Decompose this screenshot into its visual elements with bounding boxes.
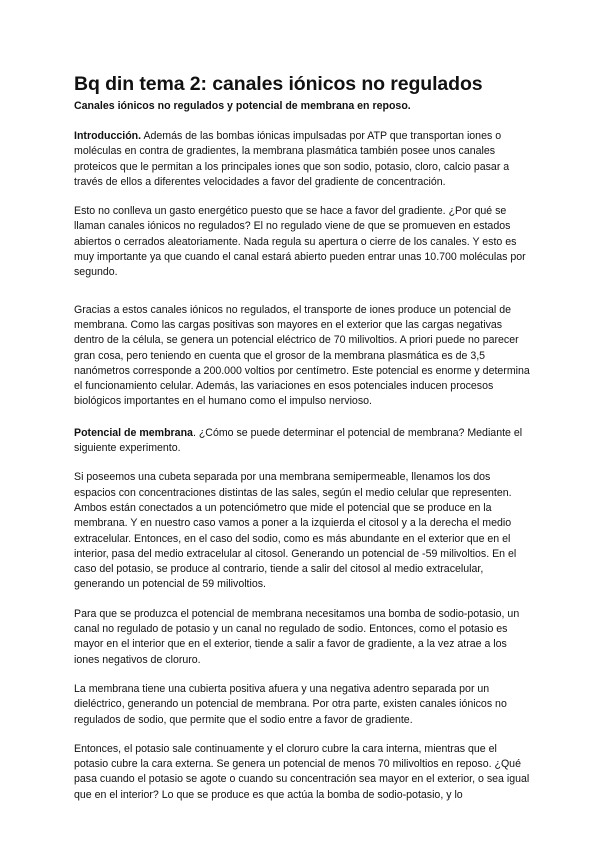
document-body <box>74 72 530 803</box>
paragraph-text: Entonces, el potasio sale continuamente y el cloruro cubre la cara interna, mientras que el potasio cubre la cara externa. Se genera un potencial de menos 70 milivoltios en reposo. ¿Qué pasa cuando el potasio se agote o cuando su concentración sea mayor en el exterior, o sea igual que en el interior? Lo que se produce es que actúa la bomba de sodio-potasio, y lo <box>74 742 530 801</box>
page-subtitle: Canales iónicos no regulados y potencial de membrana en reposo. <box>74 100 411 112</box>
paragraph-gasto-energetico <box>74 204 530 280</box>
paragraph-text: Además de las bombas iónicas impulsadas por ATP que transportan iones o moléculas en contra de gradientes, la membrana plasmática también posee unos canales proteicos que le permitan a los principales iones que son sodio, potasio, cloro, calcio pasar a través de ellos a diferentes velocidades a favor del gradiente de concentración. <box>74 130 510 188</box>
paragraph-text: La membrana tiene una cubierta positiva afuera y una negativa adentro separada por un dieléctrico, generando un potencial de membrana. Por otra parte, existen canales iónicos no regulados de sodio, que permite que el sodio entre a favor de gradiente. <box>74 682 507 726</box>
paragraph-text: . ¿Cómo se puede determinar el potencial de membrana? Mediante el siguiente experimento. <box>74 426 523 455</box>
section-heading-potencial-membrana: Potencial de membrana <box>74 426 193 439</box>
paragraph-experimento <box>74 470 530 592</box>
section-heading-introduccion: Introducción. <box>74 130 142 142</box>
paragraph-introduccion <box>74 129 530 190</box>
paragraph-dielectrico <box>74 682 530 728</box>
paragraph-bomba-sodio-potasio <box>74 607 530 668</box>
paragraph-potencial-membrana <box>74 426 530 457</box>
paragraph-text: Para que se produzca el potencial de membrana necesitamos una bomba de sodio-potasio, un canal no regulado de potasio y un canal no regulado de sodio. Entonces, como el potasio es mayor en el interior que en el exterior, tiende a salir a favor de gradiente, a la vez atrae a los iones negativos de cloruro. <box>74 607 520 666</box>
paragraph-potencial-electrico <box>74 303 530 410</box>
paragraph-text: Esto no conlleva un gasto energético puesto que se hace a favor del gradiente. ¿Por qué se llaman canales iónicos no regulados? El no regulado viene de que se promueven en estados abiertos o cerrados aleatoriamente. Nada regula su apertura o cierre de los canales. Y esto es muy importante ya que cuando el canal estará abierto pueden entrar unas 10.700 moléculas por segundo. <box>74 205 526 279</box>
paragraph-text: Gracias a estos canales iónicos no regulados, el transporte de iones produce un potencial de membrana. Como las cargas positivas son mayores en el exterior que las cargas negativas dentro de la célula, se genera un potencial eléctrico de 70 milivoltios. A priori puede no parecer gran cosa, pero teniendo en cuenta que el grosor de la membrana plasmática es de 3,5 nanómetros corresponde a 200.000 voltios por centímetro. Este potencial es enorme y determina el funcionamiento celular. Además, las variaciones en esos potenciales inducen procesos biológicos importantes en el humano como el impulso nervioso. <box>74 303 530 408</box>
paragraph-potencial-reposo <box>74 742 530 803</box>
paragraph-text: Si poseemos una cubeta separada por una membrana semipermeable, llenamos los dos espacios con concentraciones distintas de las sales, según el medio celular que representen. Ambos están conectados a un potenciómetro que mide el potencial que se produce en la membrana. Y en nuestro caso vamos a poner a la izquierda el citosol y a la derecha el medio extracelular. Entonces, en el caso del sodio, como es más abundante en el exterior que en el interior, pasa del medio extracelular al citosol. Generando un potencial de -59 milivoltios. En el caso del potasio, se produce al contrario, tiende a salir del citosol al medio extracelular, generando un potencial de 59 milivoltios. <box>74 471 517 591</box>
page-title: Bq din tema 2: canales iónicos no regulados <box>74 73 483 95</box>
